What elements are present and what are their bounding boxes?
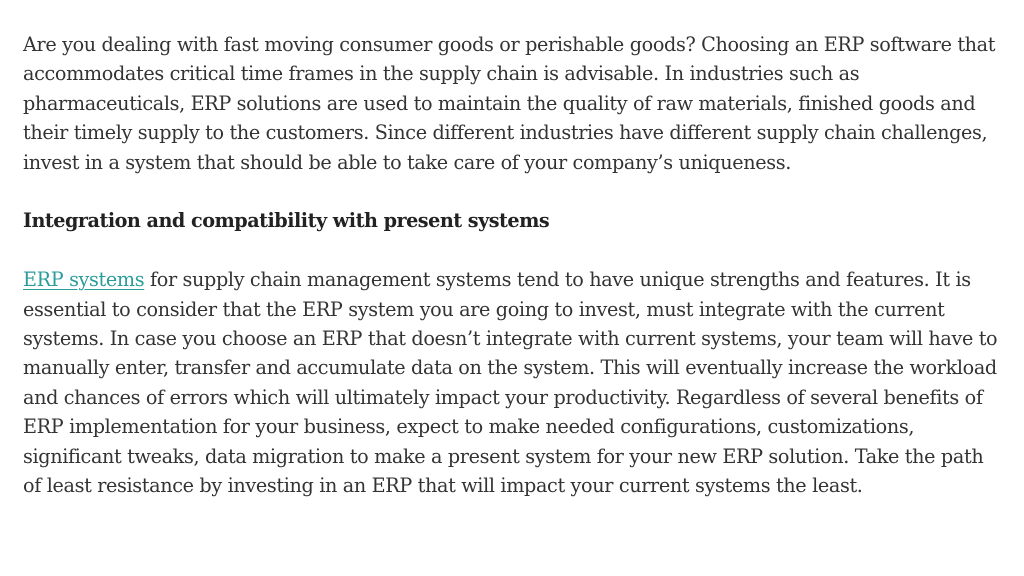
section-paragraph: [23, 265, 1003, 500]
section-paragraph-text: for supply chain management systems tend to have unique strengths and features. It is essential to consider that the ERP system you are going to invest, must integrate with the current systems. In case you choose an ERP that doesn’t integrate with current systems, your team will have to manually enter, transfer and accumulate data on the system. This will eventually increase the workload and chances of errors which will ultimately impact your productivity. Regardless of several benefits of ERP implementation for your business, expect to make needed configurations, customizations, significant tweaks, data migration to make a present system for your new ERP solution. Take the path of least resistance by investing in an ERP that will impact your current systems the least.: [23, 268, 998, 498]
article-body: [23, 30, 1003, 500]
section-heading: Integration and compatibility with present systems: [23, 209, 550, 233]
intro-paragraph: Are you dealing with fast moving consumer goods or perishable goods? Choosing an ERP software that accommodates critical time frames in the supply chain is advisable. In industries such as pharmaceuticals, ERP solutions are used to maintain the quality of raw materials, finished goods and their timely supply to the customers. Since different industries have different supply chain challenges, invest in a system that should be able to take care of your company’s uniqueness.: [23, 33, 996, 174]
erp-systems-link[interactable]: ERP systems: [23, 268, 145, 292]
